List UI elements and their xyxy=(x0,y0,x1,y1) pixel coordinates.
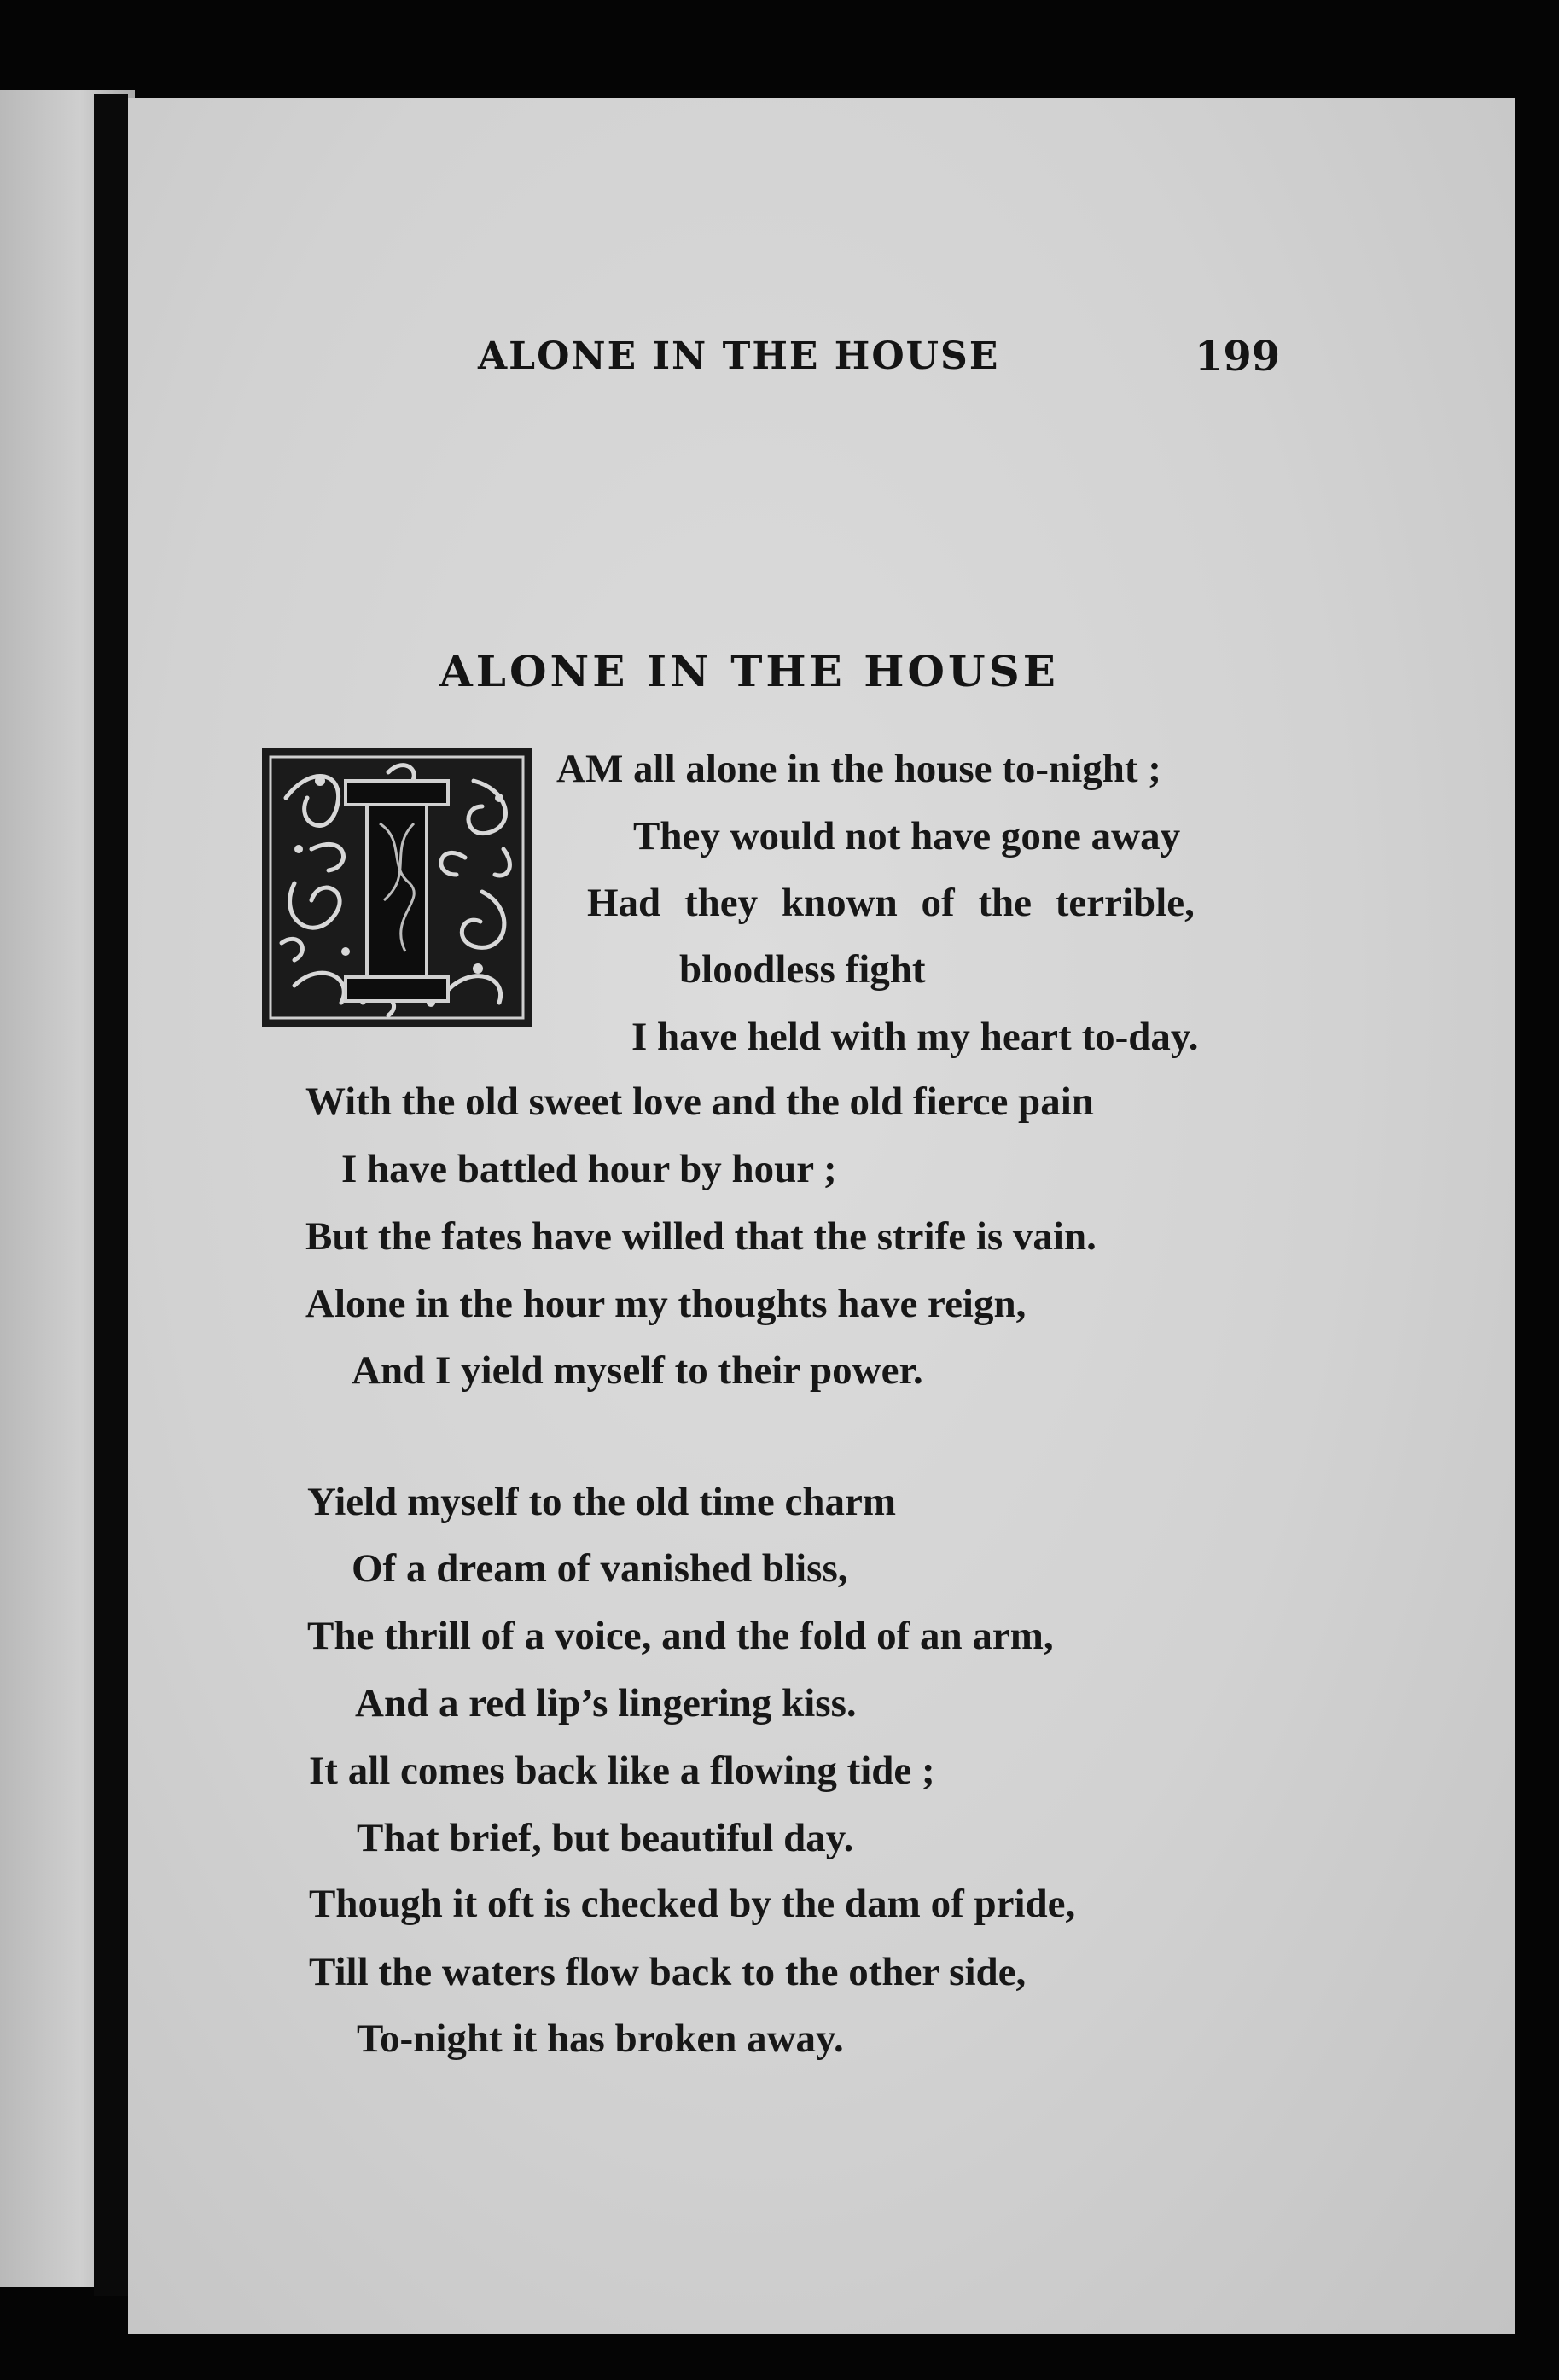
stanza1-line2: They would not have gone away xyxy=(633,814,1181,858)
stanza2-line5: It all comes back like a flowing tide ; xyxy=(309,1749,935,1793)
stanza1-line8: But the fates have willed that the strife is vain. xyxy=(305,1214,1097,1259)
stanza2-line8: Till the waters flow back to the other side, xyxy=(309,1950,1027,1994)
stanza1-line9: Alone in the hour my thoughts have reign, xyxy=(305,1282,1027,1326)
stanza2-line7: Though it oft is checked by the dam of pride, xyxy=(309,1882,1076,1926)
stanza1-line3: Had they known of the terrible, xyxy=(587,881,1195,925)
book-gutter xyxy=(94,94,128,2296)
stanza1-line6: With the old sweet love and the old fierce pain xyxy=(305,1079,1094,1124)
stanza2-line2: Of a dream of vanished bliss, xyxy=(352,1546,848,1591)
poem-title: ALONE IN THE HOUSE xyxy=(439,646,1059,696)
stanza1-line5: I have held with my heart to-day. xyxy=(631,1015,1199,1059)
stanza2-line3: The thrill of a voice, and the fold of an arm, xyxy=(307,1614,1054,1658)
stanza1-line7: I have battled hour by hour ; xyxy=(341,1147,837,1191)
stanza2-line6: That brief, but beautiful day. xyxy=(357,1816,854,1860)
stanza1-line10: And I yield myself to their power. xyxy=(352,1348,923,1393)
page-number: 199 xyxy=(1195,333,1281,381)
stanza2-line4: And a red lip’s lingering kiss. xyxy=(355,1681,857,1725)
stanza1-line4: bloodless fight xyxy=(679,947,926,992)
stanza1-line1: AM all alone in the house to-night ; xyxy=(556,747,1161,791)
ornamental-dropcap-i xyxy=(260,747,533,1028)
stanza2-line9: To-night it has broken away. xyxy=(357,2016,844,2061)
running-head: ALONE IN THE HOUSE xyxy=(478,335,1000,378)
stanza2-line1: Yield myself to the old time charm xyxy=(307,1480,897,1524)
